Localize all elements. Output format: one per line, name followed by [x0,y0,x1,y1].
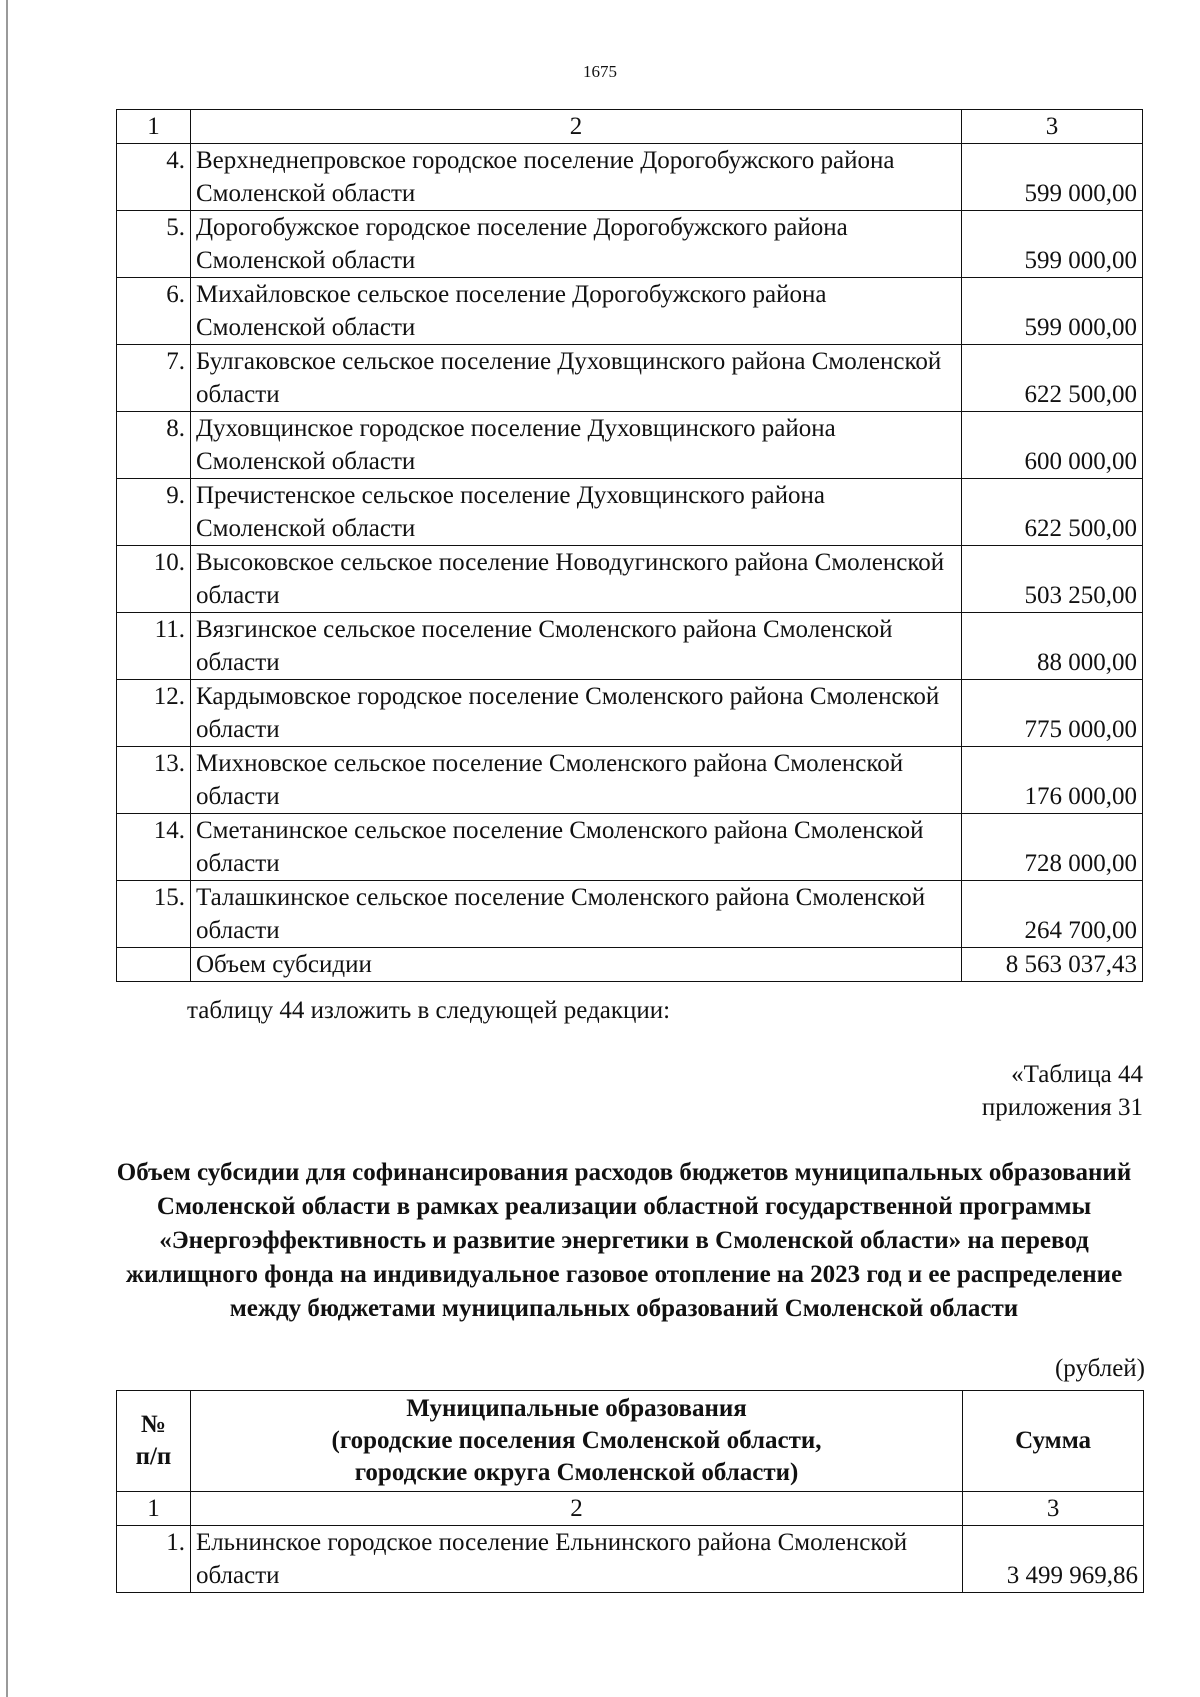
table-row [117,747,1143,814]
row-number: 12. [117,680,191,747]
table-reference [982,1058,1143,1124]
scan-edge-line [6,0,8,1697]
row-number: 6. [117,278,191,345]
total-amount: 8 563 037,43 [962,948,1143,982]
column-number-1: 1 [117,110,191,144]
table-row [117,412,1143,479]
header-municipalities [190,1391,962,1492]
municipality-name: Кардымовское городское поселение Смоленского района Смоленской области [191,680,962,747]
row-number: 8. [117,412,191,479]
subsidy-amount: 503 250,00 [962,546,1143,613]
amendment-instruction: таблицу 44 изложить в следующей редакции: [187,997,671,1024]
municipality-name: Высоковское сельское поселение Новодугинского района Смоленской области [191,546,962,613]
total-row [117,948,1143,982]
municipality-name: Духовщинское городское поселение Духовщинского района Смоленской области [191,412,962,479]
subsidy-amount: 264 700,00 [962,881,1143,948]
row-number: 11. [117,613,191,680]
column-number-3: 3 [963,1492,1144,1526]
total-label: Объем субсидии [191,948,962,982]
row-number: 13. [117,747,191,814]
column-number-3: 3 [962,110,1143,144]
municipality-name: Сметанинское сельское поселение Смоленского района Смоленской области [191,814,962,881]
table-row [117,680,1143,747]
subsidy-amount: 599 000,00 [962,211,1143,278]
municipality-name: Дорогобужское городское поселение Дорогобужского района Смоленской области [191,211,962,278]
table-row [117,211,1143,278]
table-row [117,881,1143,948]
table-row [117,1526,1144,1593]
header-number [117,1391,191,1492]
table-row [117,546,1143,613]
municipality-name: Талашкинское сельское поселение Смоленского района Смоленской области [191,881,962,948]
table-reference-line1: «Таблица 44 [1011,1061,1143,1088]
municipality-name: Вязгинское сельское поселение Смоленского района Смоленской области [191,613,962,680]
municipality-name: Ельнинское городское поселение Ельнинского района Смоленской области [190,1526,962,1593]
subsidy-amount: 728 000,00 [962,814,1143,881]
header-municipalities-line1: Муниципальные образования [406,1395,747,1422]
header-amount: Сумма [963,1391,1144,1492]
municipality-name: Михновское сельское поселение Смоленского района Смоленской области [191,747,962,814]
row-number: 5. [117,211,191,278]
subsidy-table-44 [116,1390,1144,1593]
municipality-name: Пречистенское сельское поселение Духовщинского района Смоленской области [191,479,962,546]
header-number-line1: № [140,1411,167,1438]
row-number: 1. [117,1526,191,1593]
subsidy-amount: 775 000,00 [962,680,1143,747]
table-row [117,345,1143,412]
subsidy-amount: 622 500,00 [962,345,1143,412]
table-row [117,613,1143,680]
header-row [117,1391,1144,1492]
header-municipalities-line3: городские округа Смоленской области) [354,1459,799,1486]
table-row [117,278,1143,345]
subsidy-amount: 622 500,00 [962,479,1143,546]
municipality-name: Булгаковское сельское поселение Духовщинского района Смоленской области [191,345,962,412]
subsidy-amount: 600 000,00 [962,412,1143,479]
subsidy-amount: 3 499 969,86 [963,1526,1144,1593]
subsidy-amount: 176 000,00 [962,747,1143,814]
row-number: 9. [117,479,191,546]
subsidy-table-continued [116,109,1143,982]
subsidy-amount: 599 000,00 [962,144,1143,211]
municipality-name: Михайловское сельское поселение Дорогобужского района Смоленской области [191,278,962,345]
column-number-row [117,1492,1144,1526]
table-row [117,479,1143,546]
municipality-name: Верхнеднепровское городское поселение Дорогобужского района Смоленской области [191,144,962,211]
row-number: 7. [117,345,191,412]
table-row [117,144,1143,211]
row-number: 10. [117,546,191,613]
column-number-row [117,110,1143,144]
unit-label: (рублей) [1054,1355,1145,1382]
header-municipalities-line2: (городские поселения Смоленской области, [331,1427,822,1454]
total-number-cell [117,948,191,982]
table-reference-line2: приложения 31 [981,1094,1143,1121]
column-number-1: 1 [117,1492,191,1526]
column-number-2: 2 [190,1492,962,1526]
page-number: 1675 [583,62,617,81]
table-row [117,814,1143,881]
row-number: 4. [117,144,191,211]
header-number-line2: п/п [135,1443,172,1470]
column-number-2: 2 [191,110,962,144]
row-number: 15. [117,881,191,948]
subsidy-amount: 599 000,00 [962,278,1143,345]
table-title: Объем субсидии для софинансирования расходов бюджетов муниципальных образований Смоленской области в рамках реализации областной государственной программы «Энергоэффективность и развитие энергетики в Смоленской области» на перевод жилищного фонда на индивидуальное газовое отопление на 2023 год и ее распределение между бюджетами муниципальных образований Смоленской области [116,1159,1132,1322]
subsidy-amount: 88 000,00 [962,613,1143,680]
row-number: 14. [117,814,191,881]
